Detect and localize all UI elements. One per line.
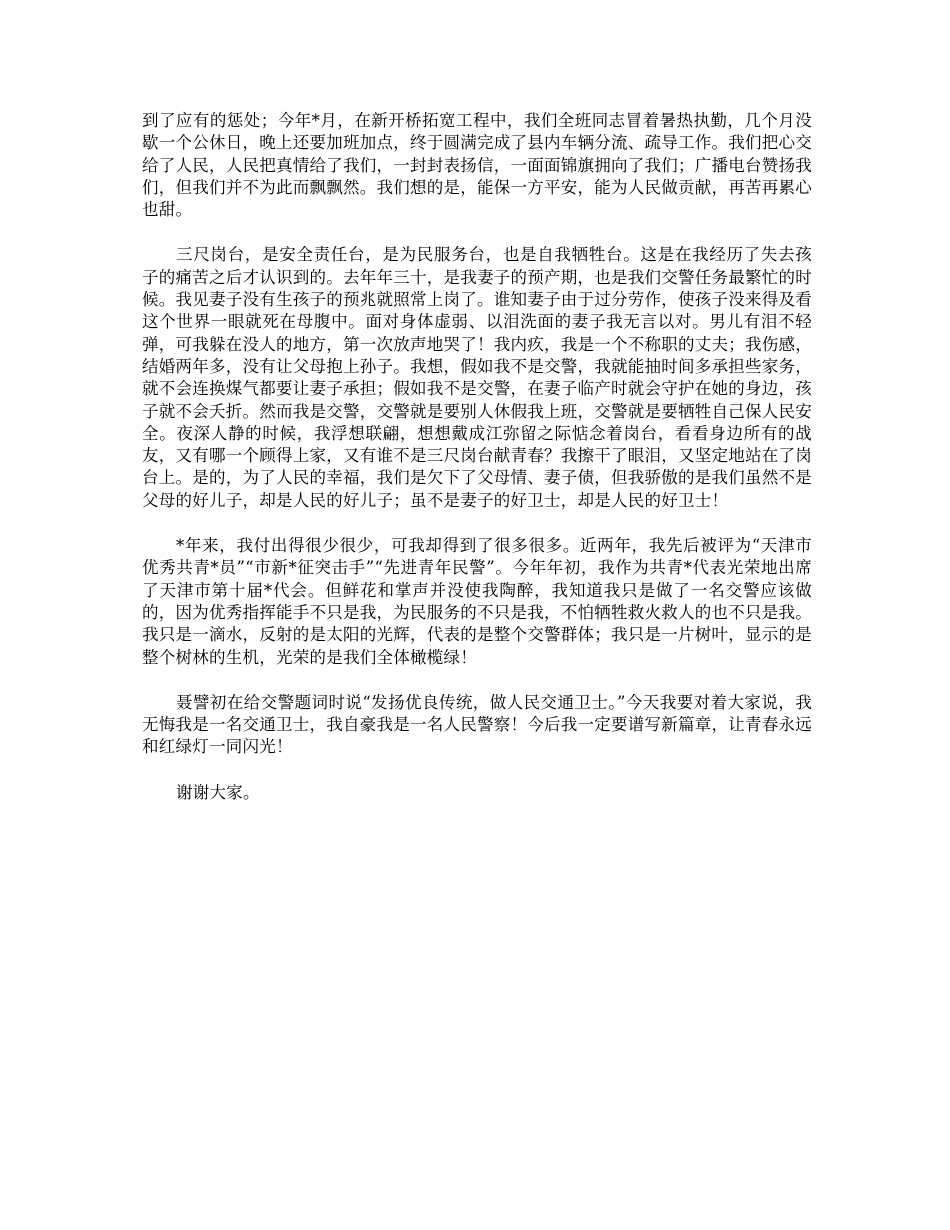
paragraph-4: 聂譬初在给交警题词时说“发扬优良传统，做人民交通卫士。”今天我要对着大家说，我无悔我是一名交通卫士，我自豪我是一名人民警察！今后我一定要谱写新篇章，让青春永远和红绿灯一同闪光！	[142, 692, 812, 757]
paragraph-1: 到了应有的惩处；今年*月，在新开桥拓宽工程中，我们全班同志冒着暑热执勤，几个月没歇一个公休日，晚上还要加班加点，终于圆满完成了县内车辆分流、疏导工作。我们把心交给了人民，人民把真情给了我们，一封封表扬信，一面面锦旗拥向了我们；广播电台赞扬我们，但我们并不为此而飘飘然。我们想的是，能保一方平安，能为人民做贡献，再苦再累心也甜。	[142, 111, 812, 220]
paragraph-5: 谢谢大家。	[176, 782, 260, 802]
paragraph-3: *年来，我付出得很少很少，可我却得到了很多很多。近两年，我先后被评为“天津市优秀共青*员”“市新*征突击手”“先进青年民警”。今年年初，我作为共青*代表光荣地出席了天津市第十届*代会。但鲜花和掌声并没使我陶醉，我知道我只是做了一名交警应该做的，因为优秀指挥能手不只是我，为民服务的不只是我，不怕牺牲救火救人的也不只是我。我只是一滴水，反射的是太阳的光辉，代表的是整个交警群体；我只是一片树叶，显示的是整个树林的生机，光荣的是我们全体橄榄绿！	[142, 536, 812, 667]
paragraph-2: 三尺岗台，是安全责任台，是为民服务台，也是自我牺牲台。这是在我经历了失去孩子的痛苦之后才认识到的。去年年三十，是我妻子的预产期，也是我们交警任务最繁忙的时候。我见妻子没有生孩子的预兆就照常上岗了。谁知妻子由于过分劳作，使孩子没来得及看这个世界一眼就死在母腹中。面对身体虚弱、以泪洗面的妻子我无言以对。男儿有泪不轻弹，可我躲在没人的地方，第一次放声地哭了！我内疚，我是一个不称职的丈夫；我伤感，结婚两年多，没有让父母抱上孙子。我想，假如我不是交警，我就能抽时间多承担些家务，就不会连换煤气都要让妻子承担；假如我不是交警，在妻子临产时就会守护在她的身边，孩子就不会夭折。然而我是交警，交警就是要别人休假我上班，交警就是要牺牲自己保人民安全。夜深人静的时候，我浮想联翩，想想戴成江弥留之际惦念着岗台，看看身边所有的战友，又有哪一个顾得上家，又有谁不是三尺岗台献青春？我擦干了眼泪，又坚定地站在了岗台上。是的，为了人民的幸福，我们是欠下了父母情、妻子债，但我骄傲的是我们虽然不是父母的好儿子，却是人民的好儿子；虽不是妻子的好卫士，却是人民的好卫士！	[142, 245, 812, 510]
document-page	[142, 110, 812, 827]
